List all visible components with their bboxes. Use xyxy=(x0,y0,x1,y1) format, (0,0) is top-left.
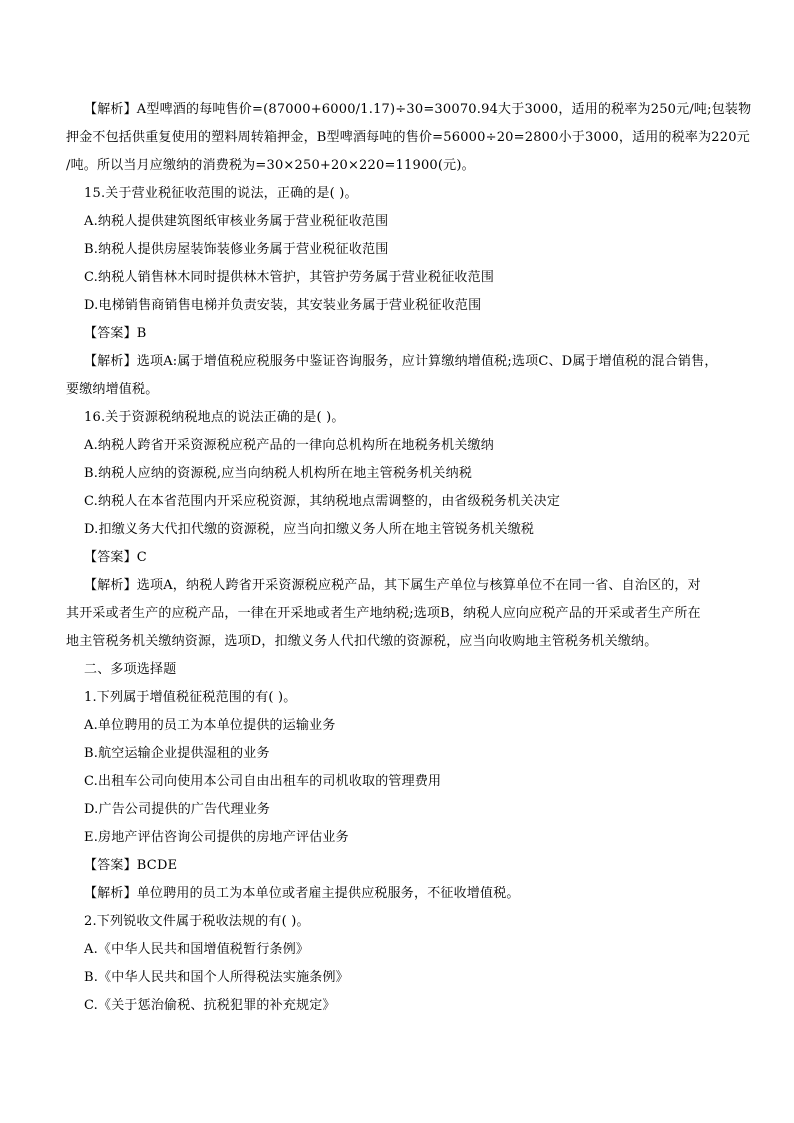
option-line: B.《中华人民共和国个人所得税法实施条例》 xyxy=(84,970,349,985)
option-line: C.纳税人销售林木同时提供林木管护，其管护劳务属于营业税征收范围 xyxy=(84,270,495,285)
explanation-line: 【解析】选项A:属于增值税应税服务中鉴证咨询服务，应计算缴纳增值税;选项C、D属于增值税的混合销售， xyxy=(84,354,718,369)
explanation-line: 【解析】选项A，纳税人跨省开采资源税应税产品，其下属生产单位与核算单位不在同一省、自治区的，对 xyxy=(84,578,701,593)
option-line: D.电梯销售商销售电梯并负责安装，其安装业务属于营业税征收范围 xyxy=(84,298,482,313)
option-line: A.纳税人提供建筑图纸审核业务属于营业税征收范围 xyxy=(84,214,389,229)
explanation-line: 要缴纳增值税。 xyxy=(66,382,159,397)
option-line: C.《关于惩治偷税、抗税犯罪的补充规定》 xyxy=(84,998,336,1013)
answer-line: 【答案】C xyxy=(84,550,147,565)
option-line: A.《中华人民共和国增值税暂行条例》 xyxy=(84,942,310,957)
option-line: E.房地产评估咨询公司提供的房地产评估业务 xyxy=(84,830,349,845)
answer-line: 【答案】BCDE xyxy=(84,858,178,873)
explanation-line: 【解析】单位聘用的员工为本单位或者雇主提供应税服务，不征收增值税。 xyxy=(84,886,520,901)
question-title: 15.关于营业税征收范围的说法，正确的是( )。 xyxy=(84,186,358,201)
explanation-line: 地主管税务机关缴纳资源，选项D，扣缴义务人代扣代缴的资源税，应当向收购地主管税务机关缴纳。 xyxy=(66,634,658,649)
text-line: 押金不包括供重复使用的塑料周转箱押金，B型啤酒每吨的售价=56000÷20=2800小于3000，适用的税率为220元 xyxy=(66,130,750,145)
option-line: B.纳税人应纳的资源税,应当向纳税人机构所在地主管税务机关纳税 xyxy=(84,466,473,481)
option-line: D.广告公司提供的广告代理业务 xyxy=(84,802,271,817)
option-line: B.纳税人提供房屋装饰装修业务属于营业税征收范围 xyxy=(84,242,389,257)
option-line: A.单位聘用的员工为本单位提供的运输业务 xyxy=(84,718,336,733)
question-title: 2.下列锐收文件属于税收法规的有( )。 xyxy=(84,914,310,929)
question-title: 16.关于资源税纳税地点的说法正确的是( )。 xyxy=(84,410,345,425)
option-line: D.扣缴义务大代扣代缴的资源税，应当向扣缴义务人所在地主管锐务机关缴税 xyxy=(84,522,535,537)
text-line: /吨。所以当月应缴纳的消费税为=30×250+20×220=11900(元)。 xyxy=(66,158,475,173)
explanation-line: 其开采或者生产的应税产品，一律在开采地或者生产地纳税;选项B，纳税人应向应税产品的开采或者生产所在 xyxy=(66,606,701,621)
option-line: C.出租车公司向使用本公司自由出租车的司机收取的管理费用 xyxy=(84,774,442,789)
question-title: 1.下列属于增值税征税范围的有( )。 xyxy=(84,690,297,705)
answer-line: 【答案】B xyxy=(84,326,147,341)
option-line: B.航空运输企业提供湿租的业务 xyxy=(84,746,270,761)
option-line: C.纳税人在本省范围内开采应税资源，其纳税地点需调整的，由省级税务机关决定 xyxy=(84,494,561,509)
text-line: 【解析】A型啤酒的每吨售价=(87000+6000/1.17)÷30=30070.94大于3000，适用的税率为250元/吨;包装物 xyxy=(84,102,752,117)
option-line: A.纳税人跨省开采资源税应税产品的一律向总机构所在地税务机关缴纳 xyxy=(84,438,494,453)
section-heading: 二、多项选择题 xyxy=(84,662,177,677)
